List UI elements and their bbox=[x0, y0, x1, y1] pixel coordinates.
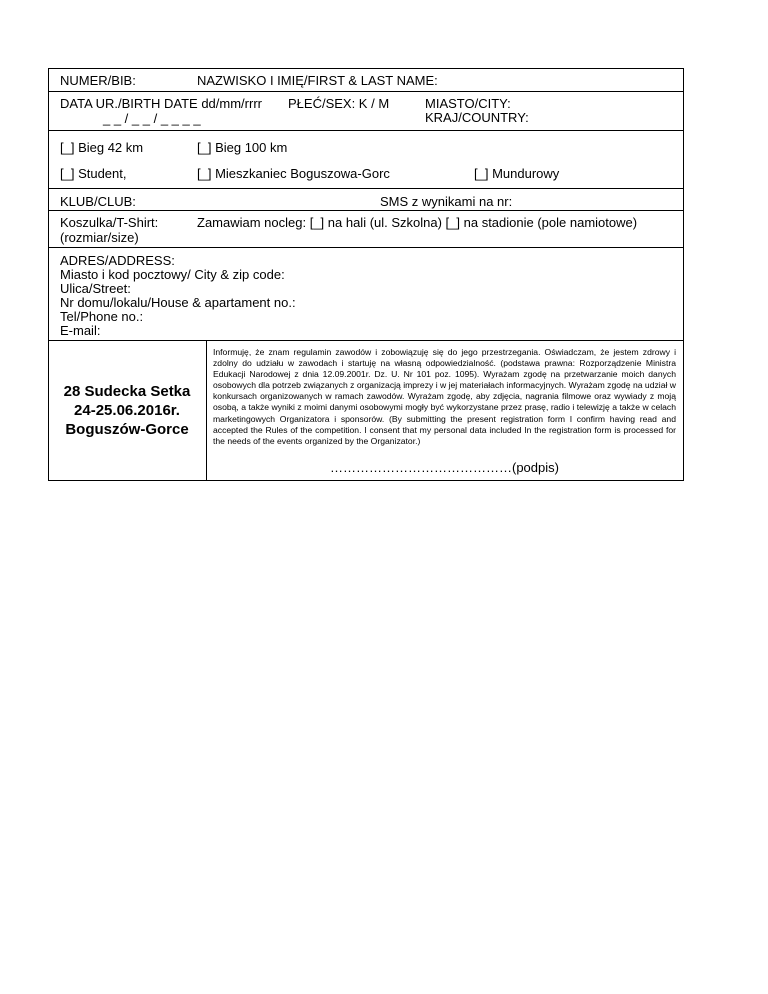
address-phone: Tel/Phone no.: bbox=[60, 309, 144, 324]
bib-label: NUMER/BIB: bbox=[60, 73, 136, 88]
city-label: MIASTO/CITY: bbox=[425, 96, 511, 111]
country-label: KRAJ/COUNTRY: bbox=[425, 110, 529, 125]
shirt-label: Koszulka/T-Shirt: bbox=[60, 215, 159, 230]
address-city-zip: Miasto i kod pocztowy/ City & zip code: bbox=[60, 267, 285, 282]
name-label: NAZWISKO I IMIĘ/FIRST & LAST NAME: bbox=[197, 73, 438, 88]
signature-line: ……………………………………(podpis) bbox=[330, 460, 559, 475]
club-label: KLUB/CLUB: bbox=[60, 194, 136, 209]
birth-date-label: DATA UR./BIRTH DATE dd/mm/rrrr bbox=[60, 96, 262, 111]
option-bieg-100: [_] Bieg 100 km bbox=[197, 140, 288, 155]
sms-label: SMS z wynikami na nr: bbox=[380, 194, 513, 209]
address-heading: ADRES/ADDRESS: bbox=[60, 253, 175, 268]
event-dates: 24-25.06.2016r. bbox=[74, 402, 180, 419]
birth-date-pattern: _ _ / _ _ / _ _ _ _ bbox=[103, 111, 201, 126]
sex-label: PŁEĆ/SEX: K / M bbox=[288, 96, 390, 111]
divider-event-consent bbox=[206, 340, 207, 481]
address-email: E-mail: bbox=[60, 323, 101, 338]
event-place: Boguszów-Gorce bbox=[65, 421, 189, 438]
option-student: [_] Student, bbox=[60, 166, 127, 181]
event-title: 28 Sudecka Setka bbox=[63, 383, 191, 400]
lodging-label: Zamawiam nocleg: [_] na hali (ul. Szkolna) [_] na stadionie (pole namiotowe) bbox=[197, 215, 638, 230]
consent-text: Informuję, że znam regulamin zawodów i zobowiązuję się do jego przestrzegania. Oświadczam, że jestem zdrowy i zdolny do udziału w zawodach i startuję na własną odpowiedzialność. (podstawa prawna: Rozporządzenie Ministra Edukacji Narodowej z dnia 12.09.2001r. Dz. U. Nr 101 poz. 1095). Wyrażam zgodę na przetwarzanie moich danych osobowych dla potrzeb związanych z organizacją imprezy i w jej materiałach informacyjnych. Wyrażam zgodę na udział w konkursach organizowanych w ramach zawodów. Wyrażam zgodę, aby zdjęcia, nagrania filmowe oraz wywiady z moją osobą, a także wyniki z moimi danymi osobowymi mogły być wykorzystane przez prasę, radio i telewizję a także w celach marketingowych Organizatora i sponsorów. (By submitting the present registration form I confirm having read and accepted the Rules of the competition. I consent that my personal data included In the registration form is processed for the needs of the events organized by the Organizator.) bbox=[213, 347, 676, 446]
shirt-size-label: (rozmiar/size) bbox=[60, 230, 139, 245]
address-street: Ulica/Street: bbox=[60, 281, 131, 296]
option-mieszkaniec: [_] Mieszkaniec Boguszowa-Gorc bbox=[197, 166, 390, 181]
event-info bbox=[48, 340, 206, 481]
address-house-no: Nr domu/lokalu/House & apartament no.: bbox=[60, 295, 296, 310]
registration-form bbox=[48, 68, 684, 481]
option-mundurowy: [_] Mundurowy bbox=[474, 166, 560, 181]
divider-club-top bbox=[48, 188, 684, 189]
option-bieg-42: [_] Bieg 42 km bbox=[60, 140, 144, 155]
